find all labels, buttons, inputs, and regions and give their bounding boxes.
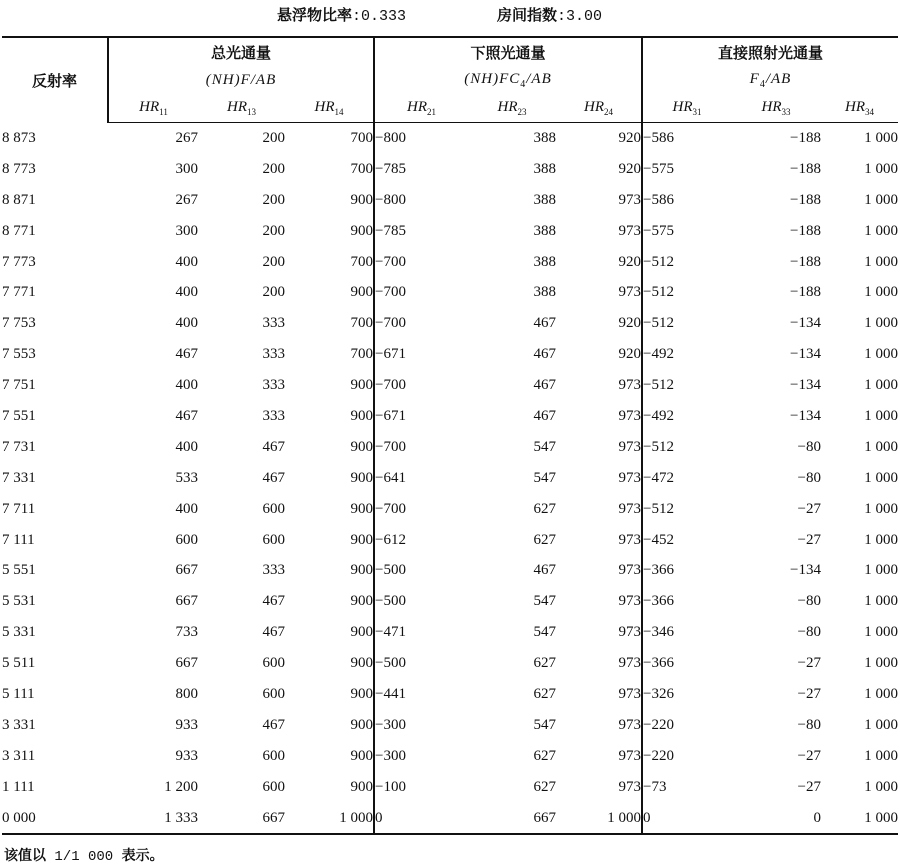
reflectance-cell: 5 331	[2, 624, 36, 641]
value-cell: 900	[350, 377, 373, 394]
value-cell: 667	[262, 809, 285, 826]
reflectance-cell: 7 711	[2, 500, 36, 517]
value-cell: 1 000	[864, 222, 899, 239]
table-row	[2, 525, 898, 556]
direct-flux-formula: $F_4/AB$	[642, 66, 898, 94]
value-cell: 467	[262, 716, 285, 733]
reflectance-cell: 8 771	[2, 222, 36, 239]
sub-header-hr34: $HR_{34}$	[821, 94, 898, 123]
value-cell: −500	[374, 648, 468, 679]
value-cell: 1 000	[864, 129, 899, 146]
table-row	[2, 679, 898, 710]
value-cell: 920	[618, 346, 641, 363]
table-row	[2, 339, 898, 370]
value-cell: 1 000	[864, 593, 899, 610]
value-cell: 333	[262, 346, 285, 363]
value-cell: −80	[797, 469, 821, 486]
total-flux-header: 总光通量	[108, 37, 374, 66]
reflectance-header: 反射率	[31, 71, 77, 90]
value-cell: 0	[642, 803, 731, 835]
value-cell: −188	[790, 191, 821, 208]
value-cell: 900	[350, 500, 373, 517]
reflectance-cell: 1 111	[2, 778, 35, 795]
value-cell: 667	[175, 593, 198, 610]
value-cell: 920	[618, 129, 641, 146]
value-cell: 200	[262, 284, 285, 301]
value-cell: −500	[374, 586, 468, 617]
value-cell: 300	[175, 222, 198, 239]
value-cell: −346	[642, 617, 731, 648]
value-cell: 1 000	[864, 809, 899, 826]
value-cell: 627	[533, 747, 556, 764]
value-cell: −134	[790, 562, 821, 579]
value-cell: −27	[797, 531, 821, 548]
value-cell: −492	[642, 339, 731, 370]
value-cell: 1 000	[864, 500, 899, 517]
value-cell: −512	[642, 277, 731, 308]
value-cell: 627	[533, 778, 556, 795]
reflectance-cell: 7 753	[2, 315, 36, 332]
value-cell: 600	[262, 500, 285, 517]
footnote-prefix: 该值以	[4, 848, 46, 864]
value-cell: −612	[374, 525, 468, 556]
table-row	[2, 216, 898, 247]
reflectance-cell: 7 771	[2, 284, 36, 301]
value-cell: 700	[350, 160, 373, 177]
value-cell: 600	[262, 655, 285, 672]
value-cell: 467	[533, 562, 556, 579]
sub-header-hr31: $HR_{31}$	[642, 94, 731, 123]
table-row	[2, 154, 898, 185]
value-cell: 1 000	[864, 655, 899, 672]
value-cell: 267	[175, 191, 198, 208]
value-cell: 600	[262, 531, 285, 548]
table-body	[2, 123, 898, 835]
value-cell: −100	[374, 772, 468, 803]
value-cell: 467	[533, 407, 556, 424]
value-cell: 920	[618, 160, 641, 177]
value-cell: −134	[790, 377, 821, 394]
value-cell: −512	[642, 432, 731, 463]
value-cell: −700	[374, 432, 468, 463]
value-cell: 1 000	[864, 531, 899, 548]
room-index-label: 房间指数	[497, 6, 558, 24]
value-cell: 1 000	[864, 685, 899, 702]
value-cell: −575	[642, 216, 731, 247]
value-cell: −27	[797, 778, 821, 795]
reflectance-cell: 7 111	[2, 531, 35, 548]
value-cell: −134	[790, 407, 821, 424]
value-cell: −500	[374, 555, 468, 586]
footnote-value: 1/1 000	[46, 849, 122, 865]
value-cell: 547	[533, 438, 556, 455]
value-cell: 900	[350, 191, 373, 208]
value-cell: 933	[175, 716, 198, 733]
table-row	[2, 370, 898, 401]
value-cell: 1 200	[164, 778, 198, 795]
value-cell: 1 000	[864, 377, 899, 394]
value-cell: 973	[618, 562, 641, 579]
value-cell: 200	[262, 191, 285, 208]
value-cell: 700	[350, 346, 373, 363]
value-cell: 388	[533, 191, 556, 208]
value-cell: −785	[374, 216, 468, 247]
value-cell: −27	[797, 685, 821, 702]
table-caption-line	[0, 4, 900, 26]
value-cell: 1 000	[864, 346, 899, 363]
value-cell: 467	[262, 469, 285, 486]
value-cell: −671	[374, 339, 468, 370]
value-cell: 920	[618, 253, 641, 270]
sub-header-hr24: $HR_{24}$	[556, 94, 642, 123]
value-cell: 547	[533, 593, 556, 610]
value-cell: 973	[618, 500, 641, 517]
sub-header-hr21: $HR_{21}$	[374, 94, 468, 123]
value-cell: 900	[350, 222, 373, 239]
sub-header-hr11: $HR_{11}$	[108, 94, 198, 123]
value-cell: 547	[533, 716, 556, 733]
reflectance-cell: 7 751	[2, 377, 36, 394]
value-cell: −80	[797, 624, 821, 641]
value-cell: 627	[533, 531, 556, 548]
total-flux-formula: (NH)F/AB	[108, 66, 374, 94]
value-cell: 900	[350, 593, 373, 610]
value-cell: −641	[374, 463, 468, 494]
value-cell: 333	[262, 407, 285, 424]
value-cell: 900	[350, 562, 373, 579]
value-cell: 700	[350, 315, 373, 332]
value-cell: 467	[533, 346, 556, 363]
value-cell: −300	[374, 741, 468, 772]
table-row	[2, 617, 898, 648]
sub-header-hr13: $HR_{13}$	[198, 94, 285, 123]
value-cell: 600	[262, 685, 285, 702]
room-index	[497, 4, 602, 25]
value-cell: −27	[797, 655, 821, 672]
value-cell: 973	[618, 747, 641, 764]
sub-header-hr14: $HR_{14}$	[285, 94, 374, 123]
reflectance-cell: 7 331	[2, 469, 36, 486]
reflectance-cell: 3 311	[2, 747, 36, 764]
value-cell: 267	[175, 129, 198, 146]
reflectance-cell: 8 871	[2, 191, 36, 208]
value-cell: −586	[642, 185, 731, 216]
value-cell: 400	[175, 500, 198, 517]
value-cell: 900	[350, 469, 373, 486]
value-cell: 0	[813, 809, 821, 826]
value-cell: −575	[642, 154, 731, 185]
value-cell: 973	[618, 407, 641, 424]
value-cell: 1 000	[864, 160, 899, 177]
suspension-ratio-value: :0.333	[352, 8, 407, 25]
table-row	[2, 803, 898, 835]
value-cell: 627	[533, 500, 556, 517]
value-cell: 467	[175, 346, 198, 363]
value-cell: 733	[175, 624, 198, 641]
value-cell: 973	[618, 593, 641, 610]
value-cell: −700	[374, 494, 468, 525]
value-cell: 1 000	[864, 562, 899, 579]
value-cell: −27	[797, 500, 821, 517]
value-cell: 388	[533, 222, 556, 239]
table-row	[2, 648, 898, 679]
value-cell: −671	[374, 401, 468, 432]
downward-flux-formula: $(NH)FC_4/AB$	[374, 66, 642, 94]
value-cell: −80	[797, 438, 821, 455]
value-cell: 388	[533, 253, 556, 270]
reflectance-cell: 8 873	[2, 129, 36, 146]
value-cell: −586	[642, 123, 731, 154]
sub-header-hr33: $HR_{33}$	[731, 94, 821, 123]
table-row	[2, 463, 898, 494]
value-cell: 547	[533, 469, 556, 486]
value-cell: −452	[642, 525, 731, 556]
value-cell: 973	[618, 685, 641, 702]
value-cell: −700	[374, 308, 468, 339]
value-cell: 1 000	[864, 624, 899, 641]
value-cell: 600	[262, 778, 285, 795]
value-cell: 900	[350, 655, 373, 672]
value-cell: −512	[642, 494, 731, 525]
table-row	[2, 185, 898, 216]
value-cell: 467	[262, 624, 285, 641]
value-cell: 400	[175, 253, 198, 270]
reflectance-cell: 8 773	[2, 160, 36, 177]
value-cell: 1 000	[864, 469, 899, 486]
sub-header-hr23: $HR_{23}$	[468, 94, 556, 123]
value-cell: 1 000	[864, 191, 899, 208]
value-cell: 400	[175, 438, 198, 455]
value-cell: −700	[374, 370, 468, 401]
value-cell: −512	[642, 308, 731, 339]
value-cell: 973	[618, 716, 641, 733]
value-cell: 1 000	[607, 809, 641, 826]
reflectance-cell: 0 000	[2, 809, 36, 826]
value-cell: 1 000	[864, 747, 899, 764]
value-cell: −300	[374, 710, 468, 741]
table-row	[2, 741, 898, 772]
value-cell: −366	[642, 648, 731, 679]
value-cell: 973	[618, 438, 641, 455]
value-cell: 1 000	[864, 253, 899, 270]
value-cell: 920	[618, 315, 641, 332]
value-cell: 667	[175, 655, 198, 672]
table-row	[2, 308, 898, 339]
value-cell: −366	[642, 586, 731, 617]
value-cell: 333	[262, 315, 285, 332]
downward-flux-header: 下照光通量	[374, 37, 642, 66]
value-cell: 600	[175, 531, 198, 548]
value-cell: 400	[175, 315, 198, 332]
value-cell: −512	[642, 370, 731, 401]
room-index-value: :3.00	[557, 8, 603, 25]
table-row	[2, 555, 898, 586]
value-cell: 1 000	[864, 315, 899, 332]
value-cell: −80	[797, 593, 821, 610]
value-cell: −441	[374, 679, 468, 710]
value-cell: −492	[642, 401, 731, 432]
value-cell: −326	[642, 679, 731, 710]
table-row	[2, 432, 898, 463]
value-cell: −700	[374, 277, 468, 308]
value-cell: 1 000	[339, 809, 373, 826]
reflectance-cell: 3 331	[2, 716, 36, 733]
value-cell: −785	[374, 154, 468, 185]
value-cell: 900	[350, 531, 373, 548]
reflectance-cell: 7 731	[2, 438, 36, 455]
value-cell: −188	[790, 253, 821, 270]
value-cell: 200	[262, 253, 285, 270]
table-row	[2, 494, 898, 525]
value-cell: 600	[262, 747, 285, 764]
value-cell: 467	[262, 438, 285, 455]
value-cell: 333	[262, 377, 285, 394]
value-cell: −188	[790, 222, 821, 239]
value-cell: 900	[350, 438, 373, 455]
value-cell: 973	[618, 624, 641, 641]
value-cell: 1 000	[864, 778, 899, 795]
direct-flux-header: 直接照射光通量	[642, 37, 898, 66]
value-cell: 973	[618, 191, 641, 208]
value-cell: 1 000	[864, 407, 899, 424]
value-cell: 667	[533, 809, 556, 826]
reflectance-cell: 5 111	[2, 685, 35, 702]
value-cell: 1 333	[164, 809, 198, 826]
value-cell: 467	[175, 407, 198, 424]
table-row	[2, 247, 898, 278]
value-cell: 900	[350, 284, 373, 301]
value-cell: −220	[642, 710, 731, 741]
value-cell: −80	[797, 716, 821, 733]
value-cell: 973	[618, 531, 641, 548]
suspension-ratio	[277, 4, 406, 25]
value-cell: 200	[262, 129, 285, 146]
value-cell: 388	[533, 284, 556, 301]
reflectance-cell: 5 531	[2, 593, 36, 610]
value-cell: −800	[374, 123, 468, 154]
value-cell: 200	[262, 160, 285, 177]
value-cell: 1 000	[864, 438, 899, 455]
footnote	[4, 845, 164, 865]
value-cell: 400	[175, 284, 198, 301]
table-row	[2, 772, 898, 803]
value-cell: 900	[350, 716, 373, 733]
value-cell: 900	[350, 407, 373, 424]
value-cell: 973	[618, 377, 641, 394]
value-cell: −700	[374, 247, 468, 278]
value-cell: −27	[797, 747, 821, 764]
value-cell: 973	[618, 284, 641, 301]
value-cell: −800	[374, 185, 468, 216]
value-cell: 627	[533, 655, 556, 672]
reflectance-cell: 7 773	[2, 253, 36, 270]
value-cell: −471	[374, 617, 468, 648]
value-cell: 973	[618, 655, 641, 672]
value-cell: −220	[642, 741, 731, 772]
value-cell: 627	[533, 685, 556, 702]
table-row	[2, 586, 898, 617]
reflectance-cell: 5 551	[2, 562, 36, 579]
value-cell: 933	[175, 747, 198, 764]
value-cell: 333	[262, 562, 285, 579]
table-row	[2, 123, 898, 154]
value-cell: 900	[350, 624, 373, 641]
value-cell: 1 000	[864, 716, 899, 733]
value-cell: 0	[374, 803, 468, 835]
table-row	[2, 277, 898, 308]
footnote-suffix: 表示。	[121, 848, 164, 864]
value-cell: 388	[533, 129, 556, 146]
table-row	[2, 401, 898, 432]
reflectance-table	[2, 36, 898, 835]
value-cell: 200	[262, 222, 285, 239]
value-cell: −472	[642, 463, 731, 494]
value-cell: −134	[790, 346, 821, 363]
value-cell: −188	[790, 160, 821, 177]
suspension-ratio-label: 悬浮物比率	[277, 6, 353, 24]
value-cell: 467	[533, 377, 556, 394]
value-cell: 900	[350, 685, 373, 702]
value-cell: 800	[175, 685, 198, 702]
value-cell: 1 000	[864, 284, 899, 301]
value-cell: −366	[642, 555, 731, 586]
value-cell: −512	[642, 247, 731, 278]
value-cell: 467	[262, 593, 285, 610]
value-cell: −188	[790, 284, 821, 301]
value-cell: 667	[175, 562, 198, 579]
value-cell: −188	[790, 129, 821, 146]
value-cell: 900	[350, 778, 373, 795]
value-cell: 547	[533, 624, 556, 641]
value-cell: 388	[533, 160, 556, 177]
value-cell: 900	[350, 747, 373, 764]
value-cell: 973	[618, 469, 641, 486]
value-cell: 300	[175, 160, 198, 177]
reflectance-cell: 5 511	[2, 655, 36, 672]
value-cell: 973	[618, 778, 641, 795]
table-row	[2, 710, 898, 741]
value-cell: 973	[618, 222, 641, 239]
value-cell: 400	[175, 377, 198, 394]
value-cell: −134	[790, 315, 821, 332]
value-cell: 467	[533, 315, 556, 332]
value-cell: 700	[350, 129, 373, 146]
value-cell: 700	[350, 253, 373, 270]
reflectance-cell: 7 551	[2, 407, 36, 424]
value-cell: 533	[175, 469, 198, 486]
reflectance-cell: 7 553	[2, 346, 36, 363]
value-cell: −73	[642, 772, 731, 803]
